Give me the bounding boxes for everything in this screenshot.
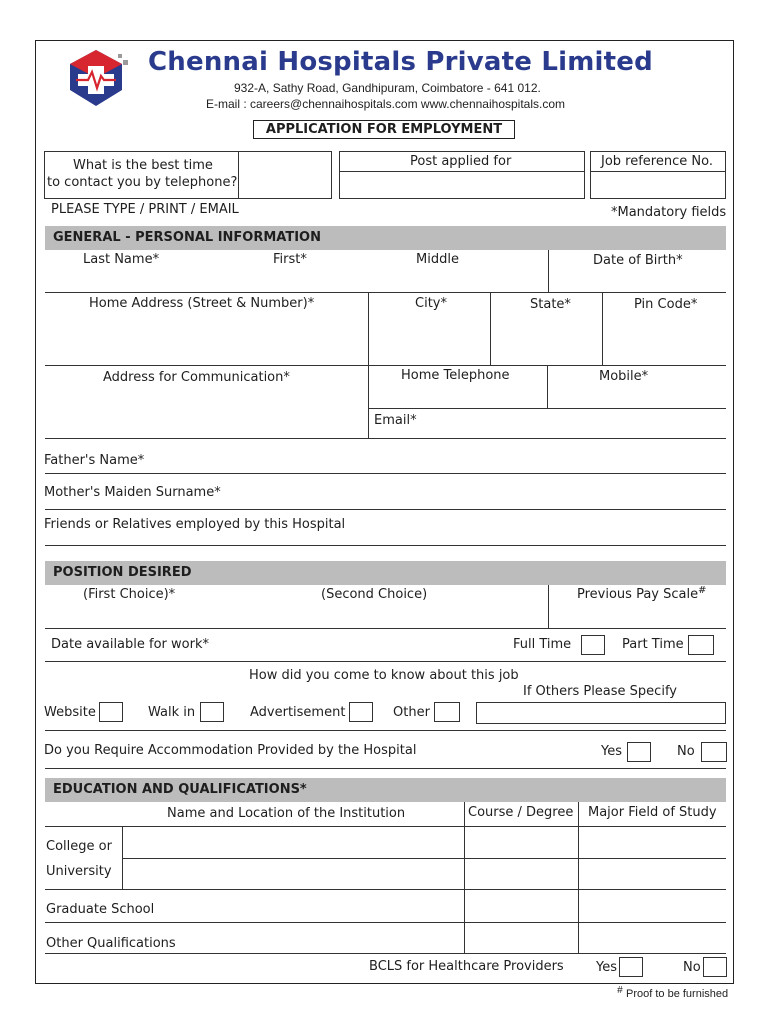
other-checkbox[interactable]	[434, 702, 460, 722]
full-time-checkbox[interactable]	[581, 635, 605, 655]
course-col-header: Course / Degree	[468, 805, 574, 820]
job-ref-label: Job reference No.	[601, 154, 713, 169]
other-label: Other	[393, 705, 430, 720]
full-time-label: Full Time	[513, 637, 572, 652]
relatives-label: Friends or Relatives employed by this Hospital	[44, 517, 346, 532]
mobile-input[interactable]	[549, 388, 726, 407]
other-qualifications-label: Other Qualifications	[46, 936, 176, 951]
education-heading: EDUCATION AND QUALIFICATIONS*	[53, 782, 307, 797]
company-contact: E-mail : careers@chennaihospitals.com www.chennaihospitals.com	[206, 97, 566, 111]
job-ref-input[interactable]	[591, 172, 725, 198]
footer-hash: #	[617, 985, 623, 996]
dob-label: Date of Birth*	[593, 253, 683, 268]
comm-address-input[interactable]	[45, 388, 367, 437]
website-label: Website	[44, 705, 96, 720]
college-label-2: University	[46, 864, 112, 879]
home-telephone-input[interactable]	[370, 386, 546, 407]
walk-in-checkbox[interactable]	[200, 702, 224, 722]
post-applied-label: Post applied for	[410, 154, 512, 169]
hospital-cross-logo-icon	[68, 48, 130, 110]
mother-surname-input[interactable]	[225, 480, 726, 504]
first-choice-label: (First Choice)*	[83, 587, 176, 602]
graduate-institution-input[interactable]	[166, 891, 463, 921]
other-qual-course-input[interactable]	[466, 924, 577, 952]
form-title: APPLICATION FOR EMPLOYMENT	[253, 120, 515, 139]
general-heading: GENERAL - PERSONAL INFORMATION	[53, 230, 321, 245]
mandatory-note: *Mandatory fields	[611, 205, 727, 220]
state-input[interactable]	[492, 314, 601, 364]
institution-col-header: Name and Location of the Institution	[167, 806, 406, 821]
accommodation-no-label: No	[677, 744, 695, 759]
bcls-label: BCLS for Healthcare Providers	[369, 959, 564, 974]
position-heading: POSITION DESIRED	[53, 565, 192, 580]
college-institution-input-1[interactable]	[124, 828, 463, 857]
date-available-label: Date available for work*	[51, 637, 209, 652]
email-input[interactable]	[420, 410, 726, 437]
company-address: 932-A, Sathy Road, Gandhipuram, Coimbatore - 641 012.	[234, 81, 541, 95]
mobile-label: Mobile*	[599, 369, 649, 384]
email-label: Email*	[374, 413, 417, 428]
accommodation-yes-checkbox[interactable]	[627, 742, 651, 762]
date-available-input[interactable]	[215, 633, 500, 655]
pin-code-input[interactable]	[604, 314, 726, 364]
best-time-input[interactable]	[239, 152, 331, 198]
previous-pay-hash: #	[698, 585, 707, 596]
relatives-input[interactable]	[45, 535, 726, 545]
others-specify-input[interactable]	[476, 702, 726, 724]
education-section-header	[45, 778, 726, 802]
best-time-label-1: What is the best time	[73, 158, 213, 173]
type-print-note: PLEASE TYPE / PRINT / EMAIL	[51, 202, 239, 217]
comm-address-label: Address for Communication*	[103, 370, 290, 385]
dob-input[interactable]	[550, 272, 726, 292]
father-name-label: Father's Name*	[44, 453, 145, 468]
position-section-header	[45, 561, 726, 585]
bcls-yes-checkbox[interactable]	[619, 957, 643, 977]
graduate-major-input[interactable]	[580, 891, 726, 921]
accommodation-label: Do you Require Accommodation Provided by the Hospital	[44, 743, 417, 758]
footer-note: Proof to be furnished	[626, 988, 729, 1000]
graduate-school-label: Graduate School	[46, 902, 155, 917]
home-address-label: Home Address (Street & Number)*	[89, 296, 315, 311]
major-col-header: Major Field of Study	[588, 805, 717, 820]
general-section-header	[45, 226, 726, 250]
bcls-no-label: No	[683, 960, 701, 975]
city-input[interactable]	[370, 314, 489, 364]
walk-in-label: Walk in	[148, 705, 196, 720]
home-address-input[interactable]	[45, 314, 367, 364]
website-checkbox[interactable]	[99, 702, 123, 722]
home-telephone-label: Home Telephone	[401, 368, 510, 383]
college-course-input[interactable]	[466, 828, 577, 888]
advertisement-label: Advertisement	[250, 705, 346, 720]
other-qual-major-input[interactable]	[580, 924, 726, 952]
last-name-label: Last Name*	[83, 252, 160, 267]
mother-surname-label: Mother's Maiden Surname*	[44, 485, 221, 500]
accommodation-no-checkbox[interactable]	[701, 742, 727, 762]
college-major-input[interactable]	[580, 828, 726, 888]
middle-name-label: Middle	[416, 252, 459, 267]
previous-pay-input[interactable]	[550, 607, 726, 627]
college-label-1: College or	[46, 839, 112, 854]
state-label: State*	[530, 297, 571, 312]
college-institution-input-2[interactable]	[124, 860, 463, 888]
graduate-course-input[interactable]	[466, 891, 577, 921]
best-time-label-2: to contact you by telephone?	[47, 175, 238, 190]
advertisement-checkbox[interactable]	[349, 702, 373, 722]
previous-pay-label: Previous Pay Scale	[577, 587, 699, 602]
father-name-input[interactable]	[160, 449, 726, 471]
how-know-label: How did you come to know about this job	[249, 668, 519, 683]
first-name-label: First*	[273, 252, 307, 267]
bcls-no-checkbox[interactable]	[703, 957, 727, 977]
part-time-checkbox[interactable]	[688, 635, 714, 655]
position-choice-input[interactable]	[45, 605, 547, 627]
accommodation-yes-label: Yes	[601, 744, 622, 759]
second-choice-label: (Second Choice)	[321, 587, 428, 602]
other-qual-institution-input[interactable]	[190, 924, 463, 952]
company-name: Chennai Hospitals Private Limited	[148, 47, 653, 77]
part-time-label: Part Time	[622, 637, 684, 652]
pin-code-label: Pin Code*	[634, 297, 698, 312]
bcls-yes-label: Yes	[596, 960, 617, 975]
others-specify-label: If Others Please Specify	[523, 684, 677, 699]
post-applied-input[interactable]	[340, 172, 584, 198]
name-input[interactable]	[45, 270, 547, 292]
city-label: City*	[415, 296, 447, 311]
